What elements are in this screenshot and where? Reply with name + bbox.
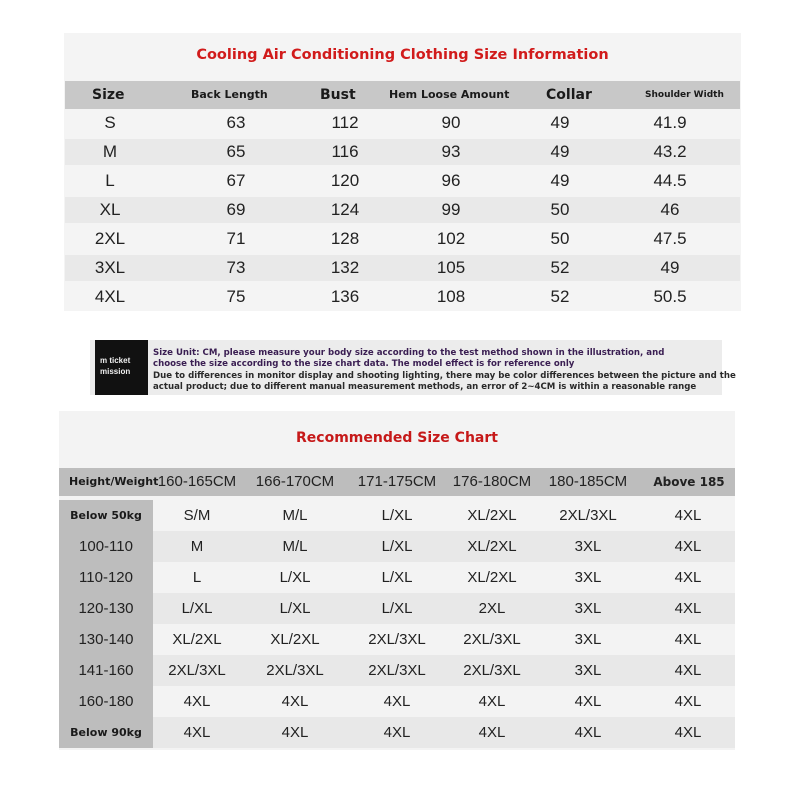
size-info-panel — [64, 33, 741, 311]
size-cell: 93 — [441, 142, 461, 161]
weight-label-text: Below 90kg — [70, 726, 142, 739]
size-row — [65, 284, 740, 310]
recommended-cell: 3XL — [574, 631, 602, 648]
recommended-cell: L/XL — [381, 538, 413, 555]
recommended-row — [153, 655, 735, 686]
size-cell: 49 — [550, 171, 570, 190]
size-cell: 108 — [436, 287, 466, 306]
height-column-header: 160-165CM — [157, 473, 237, 490]
size-cell: M — [102, 142, 118, 161]
notice-line: Size Unit: CM, please measure your body size according to the test method shown in the illustration, and — [153, 348, 665, 358]
recommended-cell: L/XL — [181, 600, 213, 617]
recommended-cell: 4XL — [674, 538, 702, 555]
recommended-cell: XL/2XL — [467, 507, 517, 524]
size-cell: 112 — [331, 113, 359, 132]
recommended-cell: 4XL — [674, 631, 702, 648]
weight-row-label — [59, 593, 153, 624]
size-info-title: Cooling Air Conditioning Clothing Size Information — [196, 47, 609, 63]
recommended-row — [153, 531, 735, 562]
weight-row-label — [59, 531, 153, 562]
recommended-cell: 4XL — [674, 693, 702, 710]
recommended-cell: 2XL/3XL — [368, 631, 426, 648]
size-cell: 69 — [226, 200, 246, 219]
recommended-cell: M/L — [282, 507, 308, 524]
recommended-cell: 4XL — [674, 569, 702, 586]
header-shoulder-width: Shoulder Width — [645, 90, 724, 100]
recommended-cell: L/XL — [279, 600, 311, 617]
size-row — [65, 110, 740, 136]
recommended-cell: L/XL — [381, 507, 413, 524]
recommended-cell: XL/2XL — [172, 631, 222, 648]
recommended-row — [153, 717, 735, 748]
recommended-row — [153, 562, 735, 593]
recommended-cell: XL/2XL — [467, 569, 517, 586]
recommended-cell: M/L — [282, 538, 308, 555]
weight-label-text: Below 50kg — [70, 509, 142, 522]
size-cell: 120 — [330, 171, 360, 190]
recommended-cell: 2XL/3XL — [559, 507, 617, 524]
size-info-header-row — [65, 81, 740, 109]
size-cell: 136 — [330, 287, 360, 306]
weight-label-text: 160-180 — [78, 693, 134, 710]
recommended-cell: 4XL — [574, 724, 602, 741]
recommended-cell: 4XL — [183, 693, 211, 710]
size-cell: 73 — [226, 258, 246, 277]
weight-row-label — [59, 500, 153, 531]
height-column-header: 166-170CM — [255, 473, 335, 490]
notice-block-text: m ticket — [100, 356, 131, 365]
recommended-size-title: Recommended Size Chart — [296, 430, 498, 446]
recommended-cell: L/XL — [381, 600, 413, 617]
weight-label-text: 110-120 — [79, 569, 133, 586]
size-cell: 50 — [550, 229, 570, 248]
recommended-cell: 2XL — [478, 600, 506, 617]
size-cell: 105 — [436, 258, 466, 277]
recommended-cell: 4XL — [383, 693, 411, 710]
size-cell: 44.5 — [653, 171, 687, 190]
recommended-cell: 4XL — [674, 724, 702, 741]
recommended-cell: 3XL — [574, 538, 602, 555]
recommended-cell: 4XL — [674, 662, 702, 679]
size-cell: 43.2 — [653, 142, 687, 161]
notice-line: Due to differences in monitor display and shooting lighting, there may be color differences between the picture and the — [153, 371, 736, 381]
size-cell: 2XL — [94, 229, 126, 248]
header-back-length: Back Length — [191, 88, 268, 101]
recommended-row — [153, 686, 735, 717]
recommended-cell: L/XL — [381, 569, 413, 586]
size-row — [65, 168, 740, 194]
size-cell: 3XL — [94, 258, 126, 277]
size-cell: 52 — [550, 287, 570, 306]
height-column-header: Above 185 — [653, 475, 725, 489]
notice-line: choose the size according to the size chart data. The model effect is for reference only — [153, 359, 575, 369]
header-collar: Collar — [546, 87, 592, 103]
recommended-cell: M — [190, 538, 204, 555]
recommended-cell: 4XL — [674, 600, 702, 617]
recommended-cell: 3XL — [574, 662, 602, 679]
size-row — [65, 255, 740, 281]
weight-row-label — [59, 655, 153, 686]
notice-line: actual product; due to different manual measurement methods, an error of 2~4CM is within a reasonable range — [153, 382, 697, 392]
height-column-header: 180-185CM — [548, 473, 628, 490]
size-cell: 47.5 — [653, 229, 687, 248]
recommended-size-panel — [59, 411, 735, 750]
recommended-cell: 2XL/3XL — [463, 631, 521, 648]
size-cell: L — [105, 171, 115, 190]
recommended-cell: 2XL/3XL — [266, 662, 324, 679]
recommended-cell: L/XL — [279, 569, 311, 586]
height-column-header: 176-180CM — [452, 473, 532, 490]
notice-block-text: mission — [100, 367, 131, 376]
size-row — [65, 197, 740, 223]
size-cell: 124 — [330, 200, 360, 219]
header-size: Size — [92, 87, 125, 103]
recommended-row — [153, 500, 735, 531]
weight-label-text: 120-130 — [78, 600, 134, 617]
recommended-cell: 3XL — [574, 600, 602, 617]
size-row — [65, 226, 740, 252]
recommended-cell: 4XL — [383, 724, 411, 741]
size-cell: 99 — [441, 200, 461, 219]
recommended-cell: S/M — [183, 507, 211, 524]
header-hem-loose-amount: Hem Loose Amount — [389, 88, 510, 101]
weight-row-label — [59, 717, 153, 748]
weight-row-label — [59, 562, 153, 593]
recommended-header-row — [59, 468, 735, 496]
size-cell: 128 — [330, 229, 360, 248]
recommended-cell: 2XL/3XL — [168, 662, 226, 679]
recommended-cell: 2XL/3XL — [463, 662, 521, 679]
size-cell: 41.9 — [653, 113, 687, 132]
size-cell: 67 — [226, 171, 246, 190]
weight-label-text: 100-110 — [79, 538, 133, 555]
size-cell: 49 — [660, 258, 680, 277]
recommended-cell: 4XL — [478, 693, 506, 710]
size-cell: 65 — [226, 142, 246, 161]
recommended-cell: 4XL — [183, 724, 211, 741]
weight-row-label — [59, 686, 153, 717]
recommended-cell: L — [192, 569, 202, 586]
size-cell: 75 — [226, 287, 246, 306]
size-cell: 49 — [550, 142, 570, 161]
size-cell: 102 — [436, 229, 466, 248]
weight-label-text: 141-160 — [78, 662, 134, 679]
size-cell: XL — [99, 200, 121, 219]
recommended-cell: 4XL — [281, 724, 309, 741]
size-cell: 132 — [330, 258, 360, 277]
size-cell: 49 — [550, 113, 570, 132]
recommended-cell: 2XL/3XL — [368, 662, 426, 679]
measurement-notice — [90, 340, 736, 395]
recommended-cell: 4XL — [574, 693, 602, 710]
recommended-cell: 4XL — [478, 724, 506, 741]
size-cell: 50.5 — [653, 287, 687, 306]
recommended-cell: XL/2XL — [467, 538, 517, 555]
recommended-row — [153, 624, 735, 655]
weight-label-text: 130-140 — [78, 631, 134, 648]
size-cell: 52 — [550, 258, 570, 277]
size-cell: S — [104, 113, 116, 132]
recommended-cell: 4XL — [281, 693, 309, 710]
notice-black-label — [95, 340, 148, 395]
height-weight-label: Height/Weight — [69, 475, 159, 488]
recommended-cell: 3XL — [574, 569, 602, 586]
size-cell: 96 — [441, 171, 461, 190]
weight-row-label — [59, 624, 153, 655]
size-row — [65, 139, 740, 165]
size-cell: 71 — [226, 229, 246, 248]
recommended-cell: 4XL — [674, 507, 702, 524]
height-column-header: 171-175CM — [357, 473, 437, 490]
size-cell: 4XL — [94, 287, 126, 306]
size-cell: 63 — [226, 113, 246, 132]
size-cell: 90 — [441, 113, 461, 132]
size-cell: 116 — [331, 142, 359, 161]
recommended-row — [153, 593, 735, 624]
header-bust: Bust — [320, 87, 356, 103]
recommended-cell: XL/2XL — [270, 631, 320, 648]
size-cell: 50 — [550, 200, 570, 219]
size-cell: 46 — [660, 200, 680, 219]
